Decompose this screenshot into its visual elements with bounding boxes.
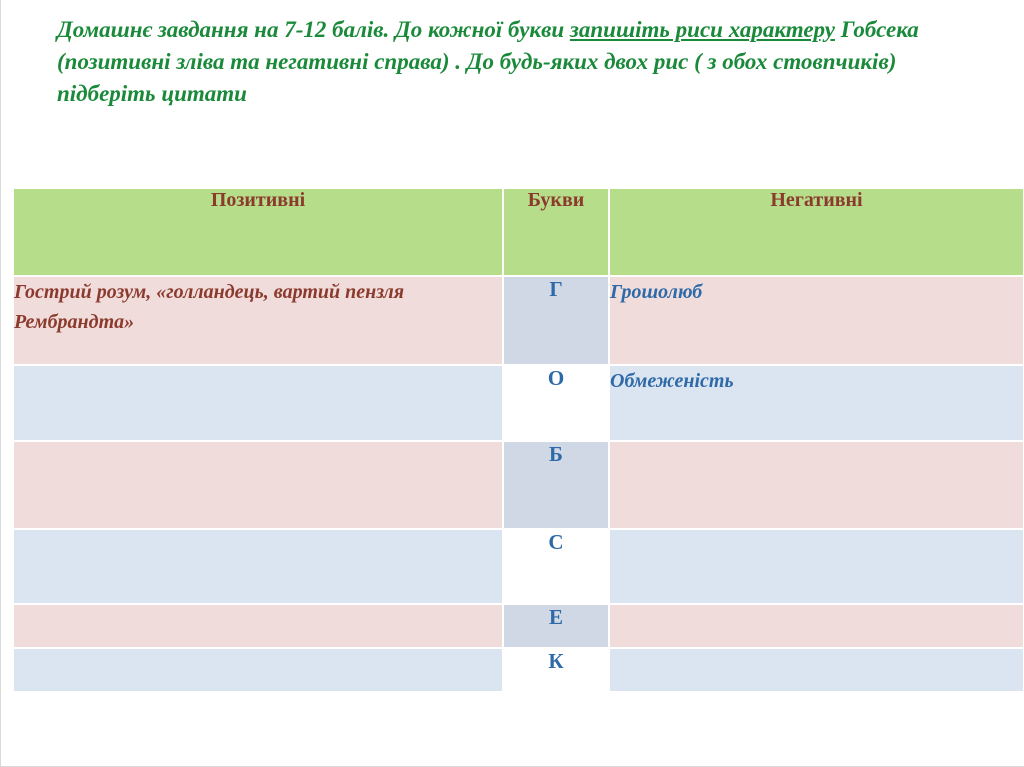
- letter-cell: С: [504, 530, 610, 605]
- letter-cell: О: [504, 366, 610, 442]
- positive-cell[interactable]: Гострий розум, «голландець, вартий пензля Рембрандта»: [14, 277, 504, 366]
- header-negative: Негативні: [610, 189, 1024, 277]
- table-header-row: [14, 189, 1024, 277]
- table-row: [14, 277, 1024, 366]
- positive-cell[interactable]: [14, 366, 504, 442]
- positive-cell[interactable]: [14, 649, 504, 693]
- assignment-title: [57, 14, 997, 110]
- negative-cell[interactable]: [610, 442, 1024, 530]
- table-row: [14, 442, 1024, 530]
- positive-cell[interactable]: [14, 605, 504, 649]
- header-positive: Позитивні: [14, 189, 504, 277]
- table-row: [14, 649, 1024, 693]
- header-letters: Букви: [504, 189, 610, 277]
- title-text-underlined: запишіть риси характеру: [569, 17, 835, 42]
- table-row: [14, 530, 1024, 605]
- negative-cell[interactable]: [610, 649, 1024, 693]
- table-row: [14, 605, 1024, 649]
- positive-cell[interactable]: [14, 530, 504, 605]
- negative-cell[interactable]: [610, 605, 1024, 649]
- negative-cell[interactable]: [610, 530, 1024, 605]
- negative-cell[interactable]: Грошолюб: [610, 277, 1024, 366]
- letter-cell: Б: [504, 442, 610, 530]
- negative-cell[interactable]: Обмеженість: [610, 366, 1024, 442]
- positive-cell[interactable]: [14, 442, 504, 530]
- letter-cell: К: [504, 649, 610, 693]
- title-text-1: Домашнє завдання на 7-12 балів. До кожної букви: [57, 17, 570, 42]
- table-row: [14, 366, 1024, 442]
- letter-cell: Е: [504, 605, 610, 649]
- title-text-2: Гобсека (позитивні зліва та негативні справа) . До будь-яких двох рис ( з обох стовпчиків) підберіть цитати: [57, 17, 919, 106]
- letter-cell: Г: [504, 277, 610, 366]
- traits-table: [14, 189, 1024, 693]
